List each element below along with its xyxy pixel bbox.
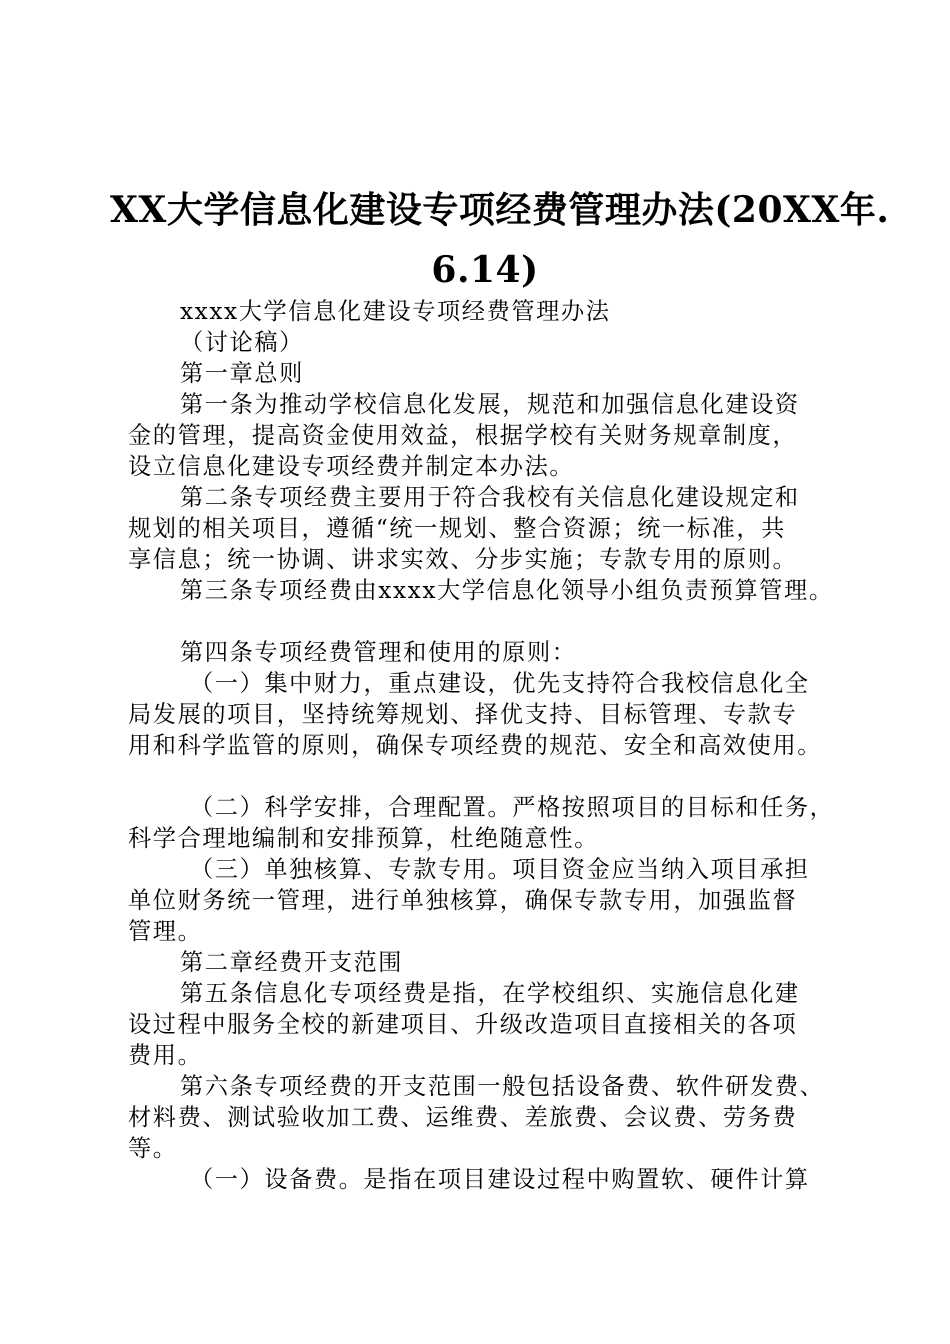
document-title-line-1: XX大学信息化建设专项经费管理办法(20XX年. [110, 189, 890, 231]
clause-1-line: 局发展的项目，坚持统筹规划、择优支持、目标管理、专款专 [128, 701, 798, 728]
chapter-2-heading: 第二章经费开支范围 [180, 949, 404, 976]
clause-3-line: 管理。 [128, 918, 203, 945]
chapter-1-heading: 第一章总则 [180, 360, 304, 387]
article-6-line: 第六条专项经费的开支范围一般包括设备费、软件研发费、 [180, 1073, 825, 1100]
clause-1-line: （一）集中财力，重点建设，优先支持符合我校信息化全 [190, 670, 810, 697]
article-6-line: 材料费、测试验收加工费、运维费、差旅费、会议费、劳务费 [128, 1104, 798, 1131]
document-title-line-2: 6.14) [431, 249, 539, 291]
document-body [128, 296, 848, 1195]
article-5-line: 费用。 [128, 1042, 203, 1069]
article-2-line: 享信息；统一协调、讲求实效、分步实施；专款专用的原则。 [128, 546, 798, 573]
doc-subtitle: xxxx大学信息化建设专项经费管理办法 [180, 298, 611, 325]
spacer [128, 761, 848, 792]
clause-1-line: 用和科学监管的原则，确保专项经费的规范、安全和高效使用。 [128, 732, 823, 759]
clause-3-line: （三）单独核算、专款专用。项目资金应当纳入项目承担 [190, 856, 810, 883]
item-1-line: （一）设备费。是指在项目建设过程中购置软、硬件计算 [190, 1166, 810, 1193]
article-5-line: 第五条信息化专项经费是指，在学校组织、实施信息化建 [180, 980, 800, 1007]
article-6-line: 等。 [128, 1135, 178, 1162]
clause-2-line: 科学合理地编制和安排预算，杜绝随意性。 [128, 825, 599, 852]
clause-2-line: （二）科学安排，合理配置。严格按照项目的目标和任务， [190, 794, 835, 821]
article-5-line: 设过程中服务全校的新建项目、升级改造项目直接相关的各项 [128, 1011, 798, 1038]
article-3-line: 第三条专项经费由xxxx大学信息化领导小组负责预算管理。 [180, 577, 834, 604]
article-2-line: 规划的相关项目，遵循“统一规划、整合资源；统一标准，共 [128, 515, 786, 542]
doc-draft-note: （讨论稿） [180, 329, 304, 356]
spacer [128, 606, 848, 637]
article-4-line: 第四条专项经费管理和使用的原则： [180, 639, 577, 666]
article-1-line: 第一条为推动学校信息化发展，规范和加强信息化建设资 [180, 391, 800, 418]
clause-3-line: 单位财务统一管理，进行单独核算，确保专款专用，加强监督 [128, 887, 798, 914]
article-1-line: 设立信息化建设专项经费并制定本办法。 [128, 453, 575, 480]
article-1-line: 金的管理，提高资金使用效益，根据学校有关财务规章制度， [128, 422, 798, 449]
article-2-line: 第二条专项经费主要用于符合我校有关信息化建设规定和 [180, 484, 800, 511]
